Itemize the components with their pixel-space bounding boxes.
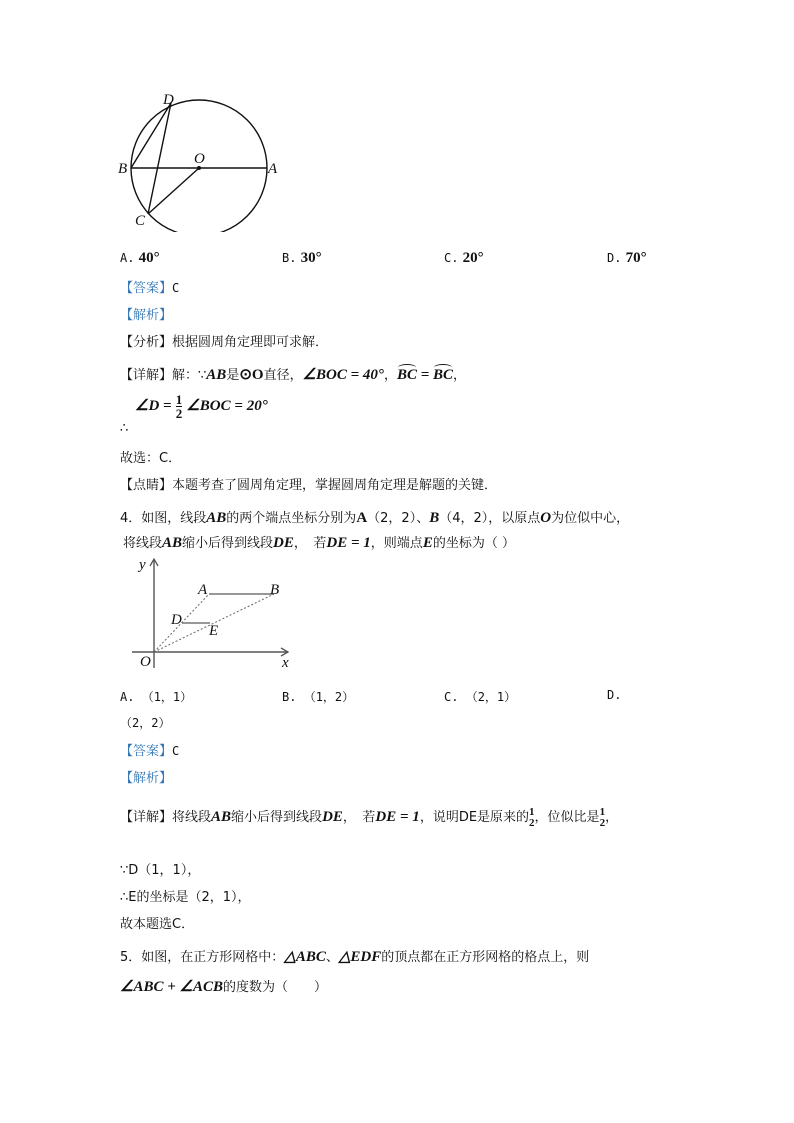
- label-x: x: [282, 655, 289, 671]
- option-letter: C.: [444, 690, 459, 704]
- option-letter: A.: [120, 690, 135, 704]
- q3-fenxi: [120, 331, 328, 350]
- q3-choose: 故选：C．: [120, 451, 182, 466]
- stem-text: 、: [325, 950, 339, 965]
- math-arc-bc: BC: [433, 367, 454, 383]
- q4-detail: [120, 806, 618, 829]
- q4-thus: ∴E的坐标是（2，1），: [120, 890, 251, 905]
- detail-text: ，位似比是: [534, 810, 600, 825]
- option-letter: D.: [607, 251, 622, 265]
- detail-text: ，: [605, 810, 619, 825]
- stem-text: 的坐标为（ ）: [432, 536, 515, 551]
- math-point-o: O: [540, 510, 552, 526]
- stem-text: 的顶点都在正方形网格的格点上，则: [381, 950, 590, 965]
- detail-label: 【详解】: [120, 368, 173, 383]
- label-d: D: [171, 612, 182, 628]
- detail-text: ，: [453, 368, 467, 383]
- label-a: A: [268, 161, 278, 177]
- math-ab: AB: [162, 535, 183, 551]
- math-angle-d: ∠D =: [135, 398, 172, 414]
- stem-text: （4，2），以原点: [439, 511, 541, 526]
- math-arc-bc: BC: [396, 367, 417, 383]
- stem-text: 的度数为（ ）: [222, 980, 327, 995]
- denominator: 2: [529, 816, 535, 829]
- q4-option-b: [282, 688, 354, 705]
- answer-value: C: [172, 281, 180, 295]
- q3-detail: [120, 364, 466, 384]
- label-o: O: [194, 151, 205, 167]
- q3-option-c: [444, 250, 484, 267]
- dianjing-label: 【点睛】: [120, 478, 173, 493]
- q4-option-c: [444, 688, 516, 705]
- option-letter: A.: [120, 251, 135, 265]
- label-d: D: [163, 92, 174, 108]
- answer-value: C: [172, 744, 180, 758]
- option-value: （2，1）: [465, 690, 517, 704]
- stem-text: ， 若: [293, 536, 327, 551]
- option-letter: B.: [282, 251, 297, 265]
- fraction-half: [176, 393, 183, 420]
- math-point-b: B: [429, 510, 440, 526]
- q4-stem-line1: [120, 507, 629, 527]
- option-letter: C.: [444, 251, 459, 265]
- math-angle-boc: ∠BOC = 40°: [302, 367, 384, 383]
- chord-bd: [131, 103, 171, 168]
- option-value: 40°: [138, 250, 160, 266]
- denominator: 2: [599, 816, 606, 829]
- q4-analysis-label: 【解析】: [120, 771, 173, 786]
- label-c: C: [135, 213, 146, 229]
- q3-answer: [120, 277, 179, 296]
- stem-text: （2，2）、: [367, 511, 430, 526]
- stem-text: 4．如图，线段: [120, 511, 207, 526]
- stem-text: 为位似中心，: [551, 511, 630, 526]
- fenxi-text: 根据圆周角定理即可求解．: [172, 335, 329, 350]
- label-e: E: [209, 623, 219, 639]
- math-de: DE: [322, 809, 343, 825]
- stem-text: 的两个端点坐标分别为: [226, 511, 357, 526]
- option-letter: B.: [282, 690, 297, 704]
- math-de-eq-1: DE = 1: [375, 809, 420, 825]
- numerator: 1: [599, 805, 606, 818]
- math-de: DE: [273, 535, 294, 551]
- answer-label: 【答案】: [120, 281, 173, 296]
- detail-text: 是: [226, 368, 240, 383]
- q3-analysis-label: 【解析】: [120, 308, 173, 323]
- detail-text: ，: [383, 368, 397, 383]
- q4-option-d-letter: D.: [607, 688, 622, 702]
- math-angle-sum: ∠ABC + ∠ACB: [120, 979, 223, 995]
- detail-text: ， 若: [342, 810, 376, 825]
- label-y: y: [139, 557, 146, 573]
- coordinate-figure: [125, 556, 295, 671]
- math-angle-boc-result: ∠BOC = 20°: [186, 398, 268, 414]
- stem-text: 5．如图，在正方形网格中：: [120, 950, 285, 965]
- detail-text: ，说明DE是原来的: [419, 810, 530, 825]
- detail-text: 解：∵: [172, 368, 207, 383]
- math-de-eq-1: DE = 1: [326, 535, 371, 551]
- q4-choose: 故本题选C．: [120, 917, 195, 932]
- math-ab: AB: [206, 367, 227, 383]
- math-ab: AB: [206, 510, 227, 526]
- fenxi-label: 【分析】: [120, 335, 173, 350]
- label-b: B: [118, 161, 128, 177]
- math-circle-o: ⊙O: [239, 367, 264, 383]
- q4-stem-line2: [123, 532, 515, 552]
- label-a: A: [198, 582, 208, 598]
- label-o: O: [140, 654, 151, 670]
- stem-text: 缩小后得到线段: [182, 536, 274, 551]
- detail-text: 缩小后得到线段: [231, 810, 323, 825]
- math-triangle-abc: △ABC: [284, 949, 326, 965]
- math-triangle-edf: △EDF: [338, 949, 382, 965]
- numerator: 1: [529, 805, 535, 818]
- q4-since: ∵D（1，1），: [120, 863, 201, 878]
- q4-answer: [120, 740, 179, 759]
- numerator: 1: [175, 392, 183, 407]
- detail-label: 【详解】: [120, 810, 173, 825]
- option-value: （1，1）: [141, 690, 193, 704]
- option-value: 20°: [462, 250, 484, 266]
- math-point-e: E: [422, 535, 433, 551]
- label-b: B: [270, 582, 280, 598]
- math-equals: =: [416, 367, 434, 383]
- answer-label: 【答案】: [120, 744, 173, 759]
- q3-dianjing: [120, 474, 497, 493]
- q3-option-a: [120, 250, 160, 267]
- stem-text: ，则端点: [370, 536, 423, 551]
- q5-stem-line2: [120, 976, 327, 996]
- q4-option-d-value: （2，2）: [120, 716, 171, 730]
- option-value: 30°: [300, 250, 322, 266]
- math-ab: AB: [211, 809, 232, 825]
- circle-figure: [115, 92, 290, 232]
- therefore-symbol: ∴: [120, 421, 129, 436]
- math-point-a: A: [356, 510, 368, 526]
- dianjing-text: 本题考查了圆周角定理，掌握圆周角定理是解题的关键．: [172, 478, 498, 493]
- q3-option-d: [607, 250, 647, 267]
- q4-option-a: [120, 688, 192, 705]
- stem-text: 将线段: [123, 536, 163, 551]
- denominator: 2: [175, 406, 183, 421]
- q3-option-b: [282, 250, 322, 267]
- option-value: （1，2）: [303, 690, 355, 704]
- q5-stem-line1: [120, 946, 589, 966]
- detail-text: 将线段: [172, 810, 212, 825]
- option-value: 70°: [625, 250, 647, 266]
- detail-text: 直径，: [263, 368, 303, 383]
- q3-formula: [135, 393, 268, 420]
